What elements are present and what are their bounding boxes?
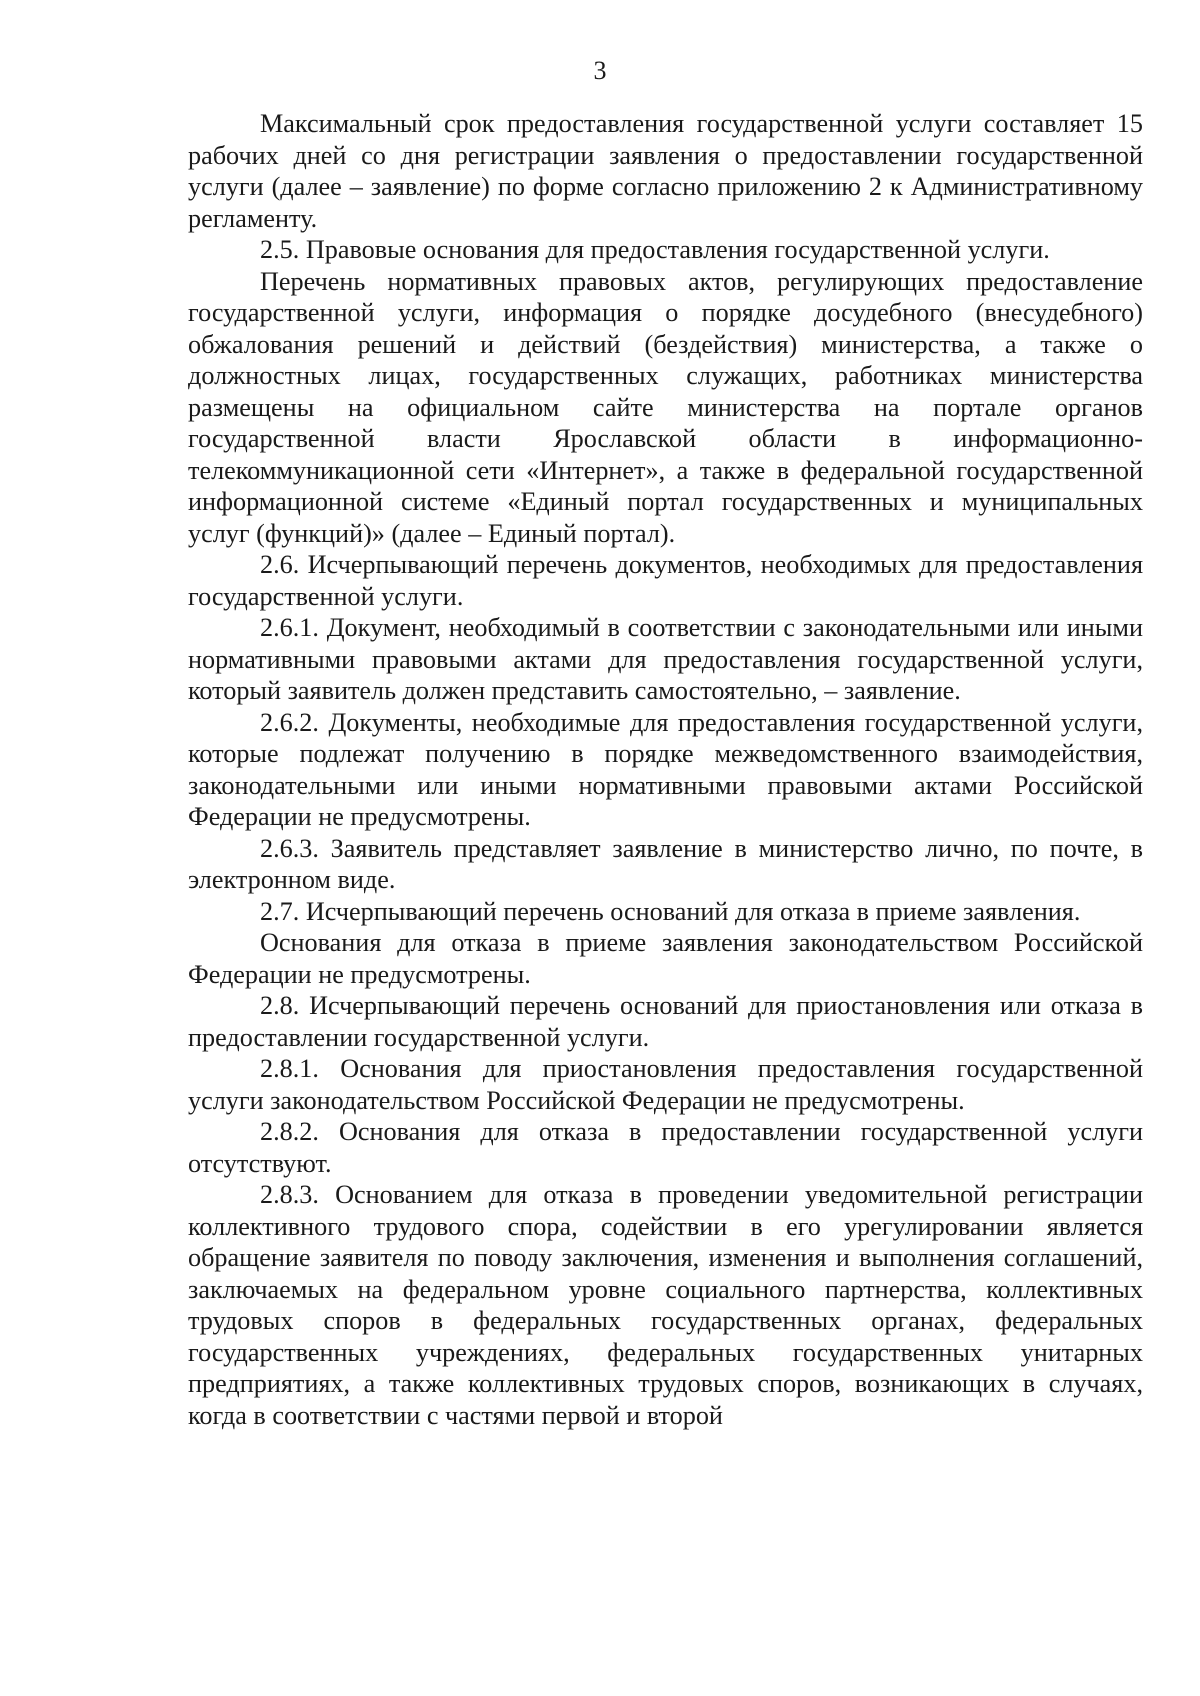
paragraph: Основания для отказа в приеме заявления законодательством Российской Федерации не предусмотрены. (188, 928, 1143, 989)
paragraph: 2.8.1. Основания для приостановления предоставления государственной услуги законодательством Российской Федерации не предусмотрены. (188, 1054, 1143, 1115)
paragraph: 2.6.2. Документы, необходимые для предоставления государственной услуги, которые подлежат получению в порядке межведомственного взаимодействия, законодательными или иными нормативными правовыми актами Российской Федерации не предусмотрены. (188, 707, 1143, 831)
paragraph: 2.8.3. Основанием для отказа в проведении уведомительной регистрации коллективного трудового спора, содействии в его урегулировании является обращение заявителя по поводу заключения, изменения и выполнения соглашений, заключаемых на федеральном уровне социального партнерства, коллективных трудовых споров в федеральных государственных органах, федеральных государственных учреждениях, федеральных государственных унитарных предприятиях, а также коллективных трудовых споров, возникающих в случаях, когда в соответствии с частями первой и второй (188, 1180, 1143, 1430)
paragraph: 2.8.2. Основания для отказа в предоставлении государственной услуги отсутствуют. (188, 1117, 1143, 1178)
paragraph: 2.7. Исчерпывающий перечень оснований для отказа в приеме заявления. (260, 896, 1081, 926)
paragraph: Перечень нормативных правовых актов, регулирующих предоставление государственной услуги, информация о порядке досудебного (внесудебного) обжалования решений и действий (бездействия) министерства, а также о должностных лицах, государственных служащих, работниках министерства размещены на официальном сайте министерства на портале органов государственной власти Ярославской области в информационно-телекоммуникационной сети «Интернет», а также в федеральной государственной информационной системе «Единый портал государственных и муниципальных услуг (функций)» (далее – Единый портал). (188, 266, 1143, 548)
paragraph: 2.6.1. Документ, необходимый в соответствии с законодательными или иными нормативными правовыми актами для предоставления государственной услуги, который заявитель должен представить самостоятельно, – заявление. (188, 613, 1143, 705)
paragraph: Максимальный срок предоставления государственной услуги составляет 15 рабочих дней со дня регистрации заявления о предоставлении государственной услуги (далее – заявление) по форме согласно приложению 2 к Административному регламенту. (188, 109, 1143, 233)
paragraph: 2.8. Исчерпывающий перечень оснований для приостановления или отказа в предоставлении государственной услуги. (188, 991, 1143, 1052)
paragraph: 2.6.3. Заявитель представляет заявление в министерство лично, по почте, в электронном виде. (188, 833, 1143, 894)
document-body (188, 108, 1143, 1431)
paragraph: 2.5. Правовые основания для предоставления государственной услуги. (260, 235, 1050, 264)
paragraph: 2.6. Исчерпывающий перечень документов, необходимых для предоставления государственной услуги. (188, 550, 1143, 611)
page-number: 3 (593, 56, 607, 85)
